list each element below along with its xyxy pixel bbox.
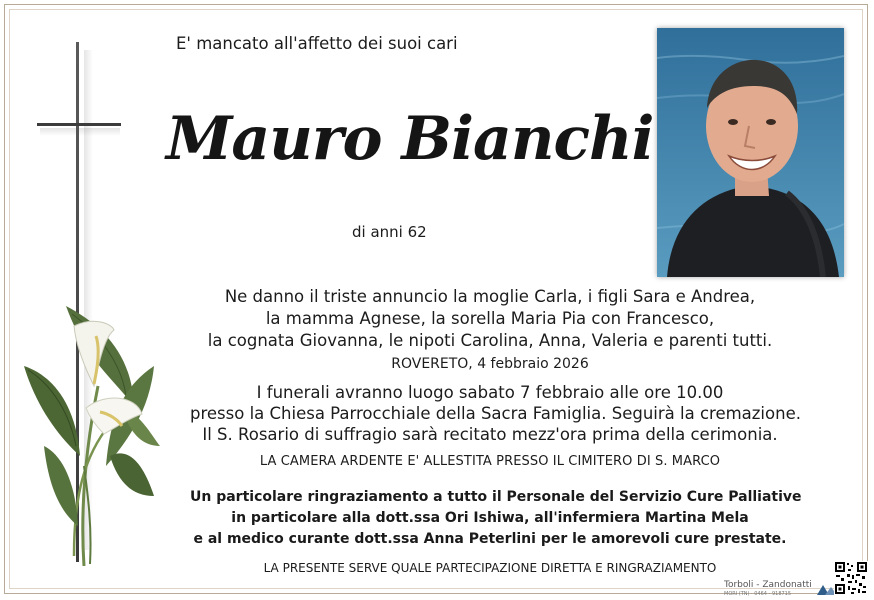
intro-text: E' mancato all'affetto dei suoi cari	[176, 34, 458, 53]
funeral-line: I funerali avranno luogo sabato 7 febbraio alle ore 10.00	[256, 383, 724, 402]
thanks-paragraph	[190, 487, 802, 550]
announcement-line: Ne danno il triste annuncio la moglie Carla, i figli Sara e Andrea,	[224, 287, 756, 306]
calla-lily-icon	[14, 296, 164, 566]
portrait-photo	[657, 28, 844, 277]
footer-note: LA PRESENTE SERVE QUALE PARTECIPAZIONE DIRETTA E RINGRAZIAMENTO	[263, 561, 717, 575]
thanks-line: Un particolare ringraziamento a tutto il Personale del Servizio Cure Palliative	[190, 489, 802, 505]
announcement-paragraph	[190, 286, 790, 352]
camera-ardente-notice: LA CAMERA ARDENTE E' ALLESTITA PRESSO IL CIMITERO DI S. MARCO	[259, 454, 721, 469]
funeral-paragraph	[190, 382, 801, 445]
dateline: ROVERETO, 4 febbraio 2026	[391, 356, 589, 372]
age-text: di anni 62	[352, 223, 427, 241]
deceased-name: Mauro Bianchi	[166, 104, 654, 174]
logo-sub: MORI (TN) · 0464 - 918715	[724, 591, 792, 597]
announcement-line: la cognata Giovanna, le nipoti Carolina, Anna, Valeria e parenti tutti.	[207, 331, 773, 350]
logo-name: Torboli - Zandonatti	[724, 580, 812, 590]
funeral-line: Il S. Rosario di suffragio sarà recitato mezz'ora prima della cerimonia.	[202, 425, 778, 444]
thanks-line: e al medico curante dott.ssa Anna Peterlini per le amorevoli cure prestate.	[193, 531, 787, 547]
thanks-line: in particolare alla dott.ssa Ori Ishiwa, all'infermiera Martina Mela	[231, 510, 749, 526]
funeral-home-logo	[724, 580, 838, 597]
funeral-line: presso la Chiesa Parrocchiale della Sacra Famiglia. Seguirà la cremazione.	[190, 404, 801, 423]
announcement-line: la mamma Agnese, la sorella Maria Pia con Francesco,	[265, 309, 715, 328]
qr-code-icon[interactable]	[834, 561, 868, 595]
